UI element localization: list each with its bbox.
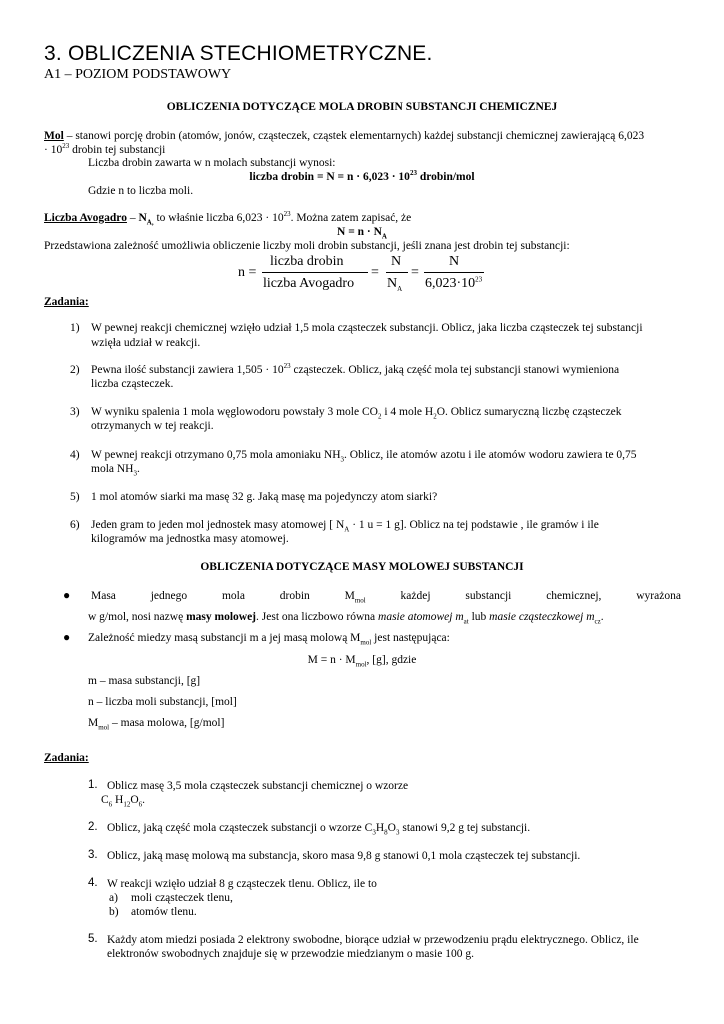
task-text: [107, 822, 531, 837]
task-sub: 2: [377, 412, 382, 421]
definition-m: m – masa substancji, [g]: [88, 675, 201, 687]
word: jednego: [150, 590, 188, 602]
task-sub: A: [344, 525, 350, 534]
mol-def-mult: · 10: [44, 144, 63, 156]
text-part: Zależność miedzy masą substancji m a jej masą molową M: [88, 632, 361, 644]
frac-den1: liczba Avogadro: [263, 276, 355, 291]
word: M: [344, 590, 355, 602]
task-text-part: W wyniku spalenia 1 mola węglowodoru powstały 3 mole CO: [91, 406, 378, 418]
task-text-part: · 1 u = 1 g]. Oblicz na tej podstawie , ile gramów i ile: [349, 519, 599, 531]
formula-avogadro: [0, 226, 724, 241]
frac-line1: [262, 272, 368, 273]
formula-part: , [g], gdzie: [366, 654, 417, 666]
formula-count: [0, 171, 724, 183]
avogadro-symbol: N: [138, 212, 147, 224]
task-text-part: Pewna ilość substancji zawiera 1,505 · 10: [91, 364, 284, 376]
italic-term: masie atomowej m: [378, 611, 464, 623]
frac-den3-exp: 23: [475, 275, 483, 284]
task-text: elektronów swobodnych znajduje się w przewodzie miedzianym o masie 100 g.: [107, 948, 474, 960]
task-text: liczba cząsteczek.: [91, 378, 174, 390]
frac-den3-main: 6,023·10: [425, 276, 476, 291]
formula-avogadro-sub: A: [381, 232, 387, 241]
text-sub: mol: [98, 723, 110, 732]
definition-mmol: [88, 717, 225, 732]
task-text: W pewnej reakcji chemicznej wzięło udział 1,5 mola cząsteczek substancji. Oblicz, jaka liczba cząsteczek tej substancji: [91, 322, 643, 334]
frac-num2: N: [391, 254, 402, 269]
task-number: 5.: [88, 933, 98, 945]
bullet2-line: [88, 632, 450, 647]
task-text: [91, 364, 619, 376]
frac-line2: [386, 272, 408, 273]
task-sub: 2: [433, 412, 437, 421]
text-sub: 12: [123, 800, 131, 809]
mol-def-end: drobin tej substancji: [69, 144, 166, 156]
frac-num1: liczba drobin: [270, 254, 344, 269]
formula-count-main: liczba drobin = N = n · 6,023 · 10: [249, 171, 410, 183]
task-exp: 23: [283, 362, 291, 371]
text-part: H: [375, 822, 385, 834]
text-part: C: [101, 794, 109, 806]
task-text: 1 mol atomów siarki ma masę 32 g. Jaką masę ma pojedynczy atom siarki?: [91, 491, 438, 503]
avogadro-term: Liczba Avogadro: [44, 212, 127, 224]
task-text: [91, 406, 622, 421]
task-text-part: O. Oblicz sumaryczną liczbę cząsteczek: [436, 406, 622, 418]
task-number: 2.: [88, 821, 98, 833]
bullet-icon: ●: [63, 588, 71, 602]
word: wyrażona: [636, 590, 681, 602]
task-text-part: mola NH: [91, 463, 134, 475]
task-text: [91, 449, 637, 464]
task-number: 1.: [88, 779, 98, 791]
text-sub: 6: [138, 800, 143, 809]
task-text-part: Jeden gram to jeden mol jednostek masy atomowej [ N: [91, 519, 345, 531]
task-number: 3): [70, 406, 80, 418]
word: mola: [221, 590, 245, 602]
avogadro-text-end: . Można zatem zapisać, że: [290, 212, 412, 224]
task-number: 4.: [88, 877, 98, 889]
bullet-icon: ●: [63, 630, 71, 644]
formula-molar-mass: [0, 654, 724, 669]
section-heading-mol: OBLICZENIA DOTYCZĄCE MOLA DROBIN SUBSTANCJI CHEMICZNEJ: [166, 101, 558, 113]
n-note: Gdzie n to liczba moli.: [88, 185, 194, 197]
word: substancji: [465, 590, 512, 602]
text-part: lub: [468, 611, 490, 623]
task-number: 2): [70, 364, 80, 376]
avogadro-dash: –: [126, 212, 139, 224]
word-mmol: [344, 590, 366, 605]
task-text-part: W pewnej reakcji otrzymano 0,75 mola amoniaku NH: [91, 449, 341, 461]
frac-den2: [387, 276, 402, 292]
task-text: Każdy atom miedzi posiada 2 elektrony swobodne, biorące udział w przewodzeniu prądu elektrycznego. Oblicz, ile: [107, 934, 639, 946]
sub-item-label: b): [109, 906, 119, 918]
mol-definition-text: – stanowi porcję drobin (atomów, jonów, cząsteczek, cząstek elementarnych) każdej substancji chemicznej zawierającą 6,023: [63, 130, 645, 142]
text-part: . Jest ona liczbowo równa: [256, 611, 379, 623]
task-text: kilogramów ma jednostka masy atomowej.: [91, 533, 289, 545]
text-part: stanowi 9,2 g tej substancji.: [399, 822, 531, 834]
sub-item-label: a): [109, 892, 118, 904]
formula-sub: mol: [355, 660, 367, 669]
sub-item-text: moli cząsteczek tlenu,: [131, 892, 233, 904]
word: chemicznej,: [546, 590, 602, 602]
text-part: M: [88, 717, 99, 729]
task-number: 5): [70, 491, 80, 503]
bullet1-line1: [91, 590, 681, 605]
italic-term: masie cząsteczkowej m: [489, 611, 595, 623]
avogadro-line: [44, 210, 412, 227]
term-sub: cz: [594, 617, 601, 626]
text-sub: 3: [395, 828, 400, 837]
word: każdej: [400, 590, 431, 602]
frac-eq2: =: [411, 265, 419, 280]
frac-lhs: n =: [238, 265, 257, 280]
text-part: H: [112, 794, 124, 806]
avogadro-symbol-sub: A,: [146, 218, 154, 227]
task-text: W reakcji wzięło udział 8 g cząsteczek tlenu. Oblicz, ile to: [107, 878, 377, 890]
text-part: – masa molowa, [g/mol]: [109, 717, 225, 729]
frac-eq1: =: [371, 265, 379, 280]
frac-den2-main: N: [387, 276, 398, 291]
mol-term: Mol: [44, 130, 64, 142]
text-sub: 6: [108, 800, 113, 809]
task-text: [91, 519, 599, 534]
frac-num3: N: [449, 254, 460, 269]
text-part: O: [130, 794, 139, 806]
task-text-part: i 4 mole H: [381, 406, 434, 418]
text-sub: 8: [384, 828, 388, 837]
text-part: w g/mol, nosi nazwę: [88, 611, 187, 623]
count-intro: Liczba drobin zawarta w n molach substancji wynosi:: [88, 157, 336, 169]
task-text: wzięła udział w reakcji.: [91, 337, 201, 349]
task-text: otrzymanych w tej reakcji.: [91, 420, 214, 432]
avogadro-exp: 23: [283, 210, 291, 219]
word: Masa: [91, 590, 116, 602]
task-number: 6): [70, 519, 80, 531]
task-text-part: . Oblicz, ile atomów azotu i ile atomów wodoru zawiera te 0,75: [344, 449, 637, 461]
text-sub: mol: [360, 638, 372, 647]
task-number: 3.: [88, 849, 98, 861]
text-part: Oblicz, jaką część mola cząsteczek substancji o wzorze C: [107, 822, 373, 834]
page-subtitle: A1 – POZIOM PODSTAWOWY: [44, 67, 232, 82]
frac-den3: [425, 276, 482, 292]
text-part: O: [387, 822, 396, 834]
tasks-label-2: Zadania:: [44, 752, 89, 764]
formula-avogadro-main: N = n · N: [337, 226, 382, 238]
sub-item-text: atomów tlenu.: [131, 906, 197, 918]
word-sub: mol: [354, 596, 366, 605]
mol-definition-line2: [44, 144, 165, 156]
frac-den2-sub: A: [397, 284, 403, 293]
term-sub: at: [463, 617, 469, 626]
task-text: [91, 463, 140, 478]
text-part: jest następująca:: [371, 632, 450, 644]
formula-count-exp: 23: [409, 169, 417, 178]
task-sub: 3: [340, 455, 345, 464]
task-text-part: .: [136, 463, 140, 475]
dependency-text: Przedstawiona zależność umożliwia obliczenie liczby moli drobin substancji, jeśli znana jest drobin tej substancji:: [44, 240, 570, 252]
section-heading-molar-mass: OBLICZENIA DOTYCZĄCE MASY MOLOWEJ SUBSTANCJI: [200, 561, 524, 573]
bullet1-line2: [88, 611, 604, 626]
mol-definition-line1: [44, 130, 644, 142]
task-text: Oblicz masę 3,5 mola cząsteczek substancji chemicznej o wzorze: [107, 780, 409, 792]
task-text: Oblicz, jaką masę molową ma substancja, skoro masa 9,8 g stanowi 0,1 mola cząsteczek tej substancji.: [107, 850, 581, 862]
definition-n: n – liczba moli substancji, [mol]: [88, 696, 237, 708]
task-text-part: cząsteczek. Oblicz, jaką część mola tej substancji stanowi wymieniona: [290, 364, 620, 376]
task-number: 1): [70, 322, 80, 334]
task-sub: 3: [133, 469, 137, 478]
page-title: 3. OBLICZENIA STECHIOMETRYCZNE.: [44, 42, 433, 65]
bold-term: masy molowej: [186, 611, 257, 623]
formula-part: M = n · M: [307, 654, 356, 666]
text-part: .: [600, 611, 604, 623]
task-formula: [101, 794, 146, 809]
formula-count-unit: drobin/mol: [416, 171, 475, 183]
task-number: 4): [70, 449, 80, 461]
word: drobin: [279, 590, 310, 602]
frac-line3: [424, 272, 484, 273]
tasks-label-1: Zadania:: [44, 296, 89, 308]
avogadro-text: to właśnie liczba 6,023 · 10: [153, 212, 284, 224]
text-sub: 3: [372, 828, 376, 837]
text-part: .: [142, 794, 146, 806]
mol-def-exp: 23: [62, 142, 70, 151]
